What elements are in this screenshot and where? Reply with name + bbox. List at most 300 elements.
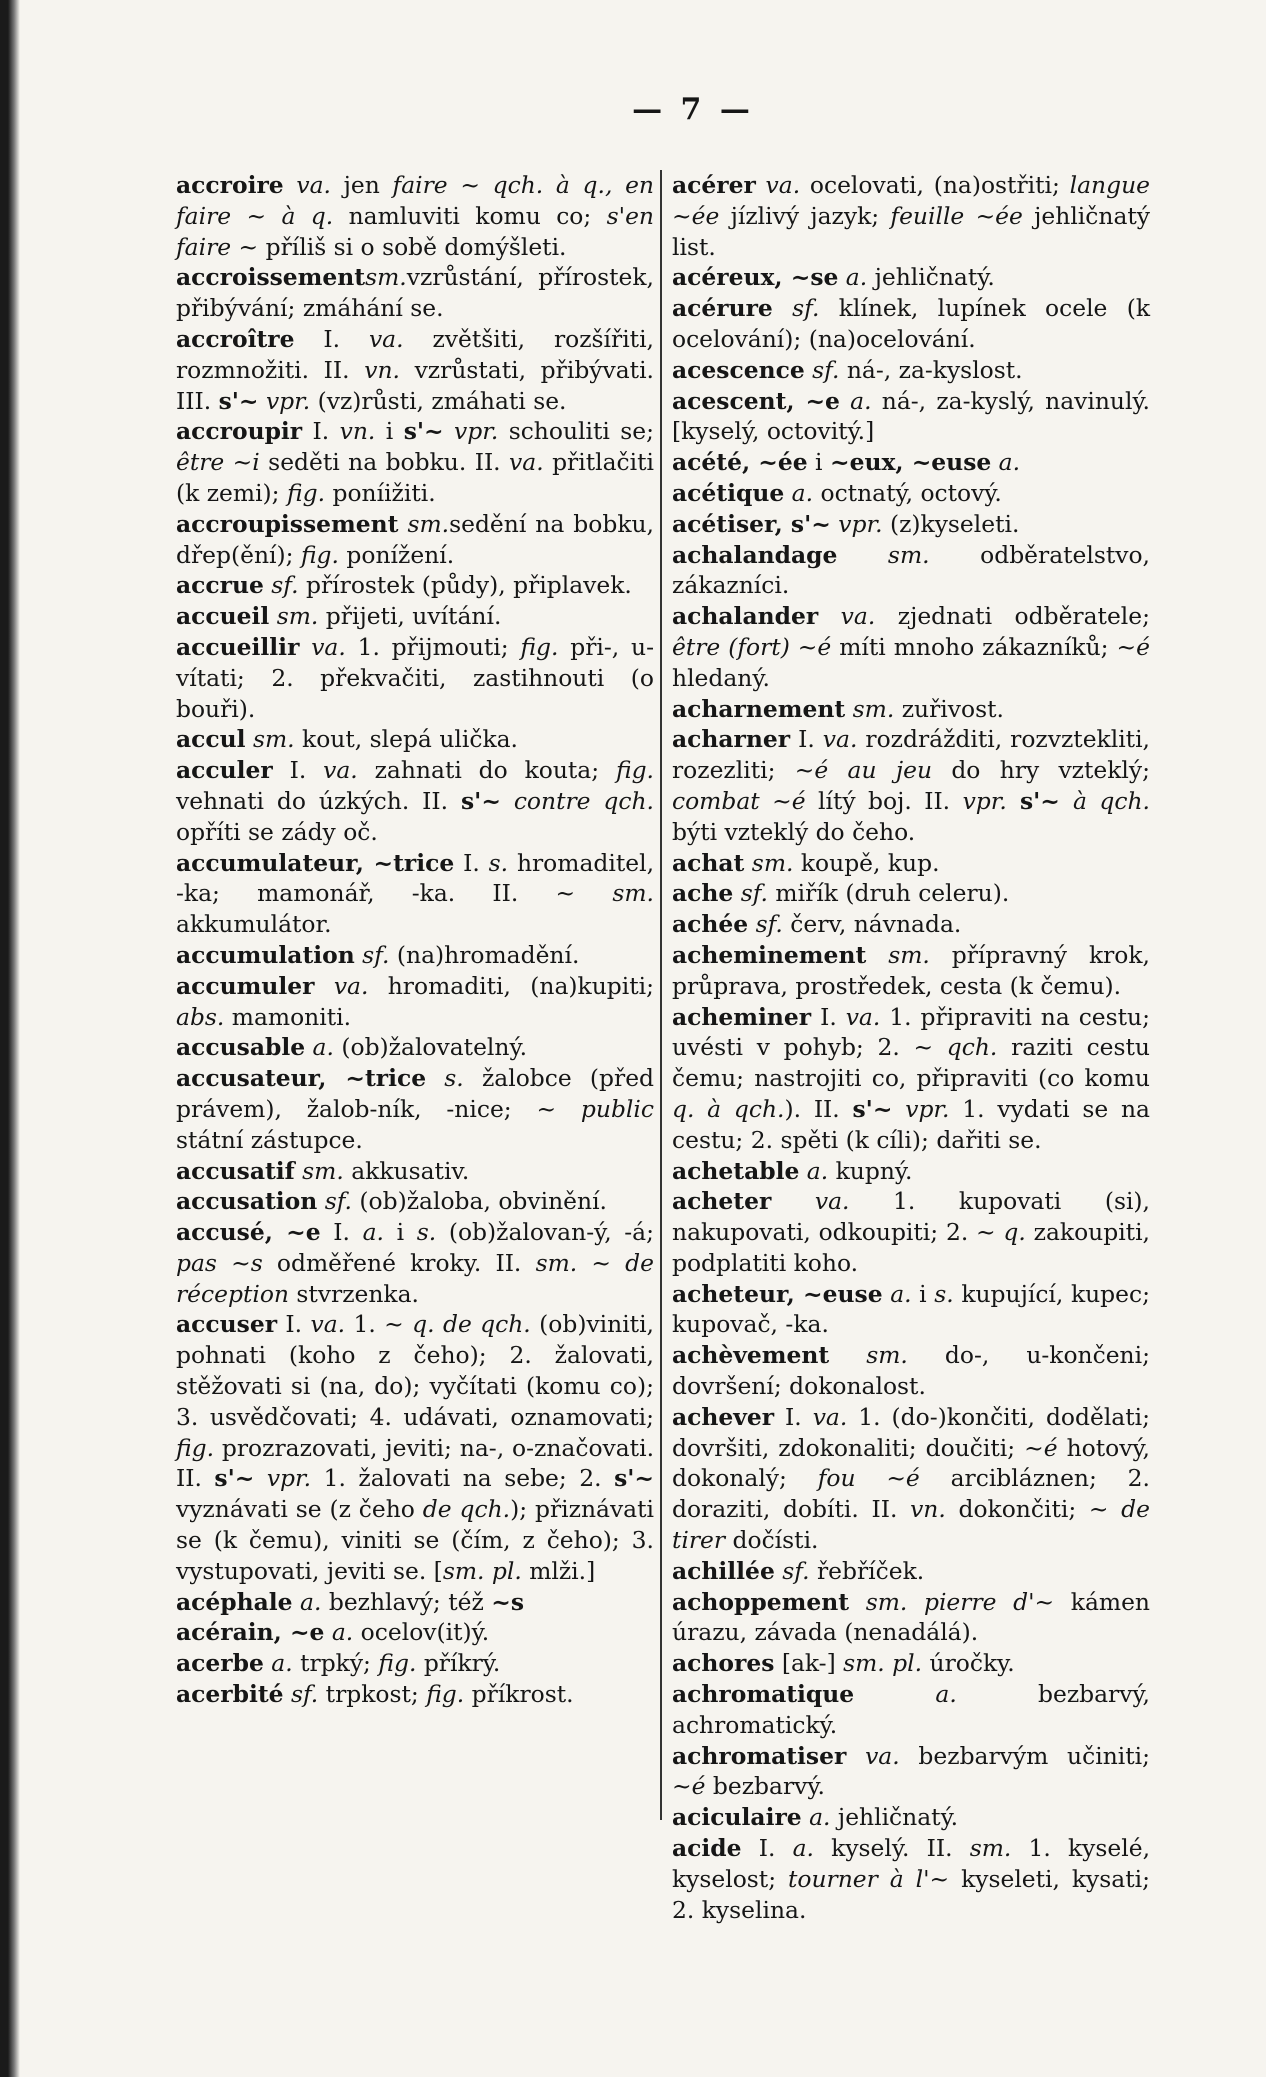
headword: ache bbox=[672, 879, 734, 908]
definition-text: 1. ~ bbox=[345, 1310, 413, 1339]
grammar-label: va. bbox=[314, 971, 369, 1000]
definition-text: i bbox=[375, 417, 404, 446]
definition-text: I. bbox=[741, 1834, 793, 1863]
grammar-label: ~ de tirer bbox=[672, 1495, 1151, 1555]
grammar-label: a. bbox=[784, 478, 814, 507]
dictionary-entry bbox=[672, 601, 1150, 693]
headword: acétique bbox=[672, 478, 785, 507]
dictionary-entry bbox=[176, 1063, 654, 1155]
grammar-label: a. bbox=[839, 386, 872, 415]
dictionary-entry bbox=[672, 1279, 1150, 1341]
definition-text: dokončiti; bbox=[945, 1495, 1089, 1524]
definition-text: míti mnoho zákazníků; bbox=[831, 632, 1117, 661]
dictionary-entry bbox=[176, 848, 654, 940]
definition-text: příkrý. bbox=[416, 1649, 501, 1678]
headword: achée bbox=[672, 910, 749, 939]
definition-text: bezbarvým učiniti; bbox=[899, 1741, 1150, 1770]
definition-text: 1. kyselé, kyselost; bbox=[672, 1834, 1151, 1893]
definition-text: odměřené kroky. II. bbox=[262, 1248, 536, 1277]
grammar-label: être ~i bbox=[176, 448, 260, 477]
grammar-label: sm. bbox=[294, 1156, 344, 1185]
dictionary-entry bbox=[672, 170, 1150, 262]
definition-text: koupě, kup. bbox=[793, 848, 940, 877]
grammar-label: va. bbox=[822, 725, 858, 754]
definition-text: namluviti komu co; bbox=[333, 201, 607, 230]
definition-text: I. bbox=[811, 1002, 846, 1031]
definition-text: I. bbox=[272, 756, 324, 785]
definition-text: zjednati odběratele; bbox=[875, 602, 1150, 631]
dictionary-entry bbox=[176, 971, 654, 1033]
definition-text: jehličnatý. bbox=[867, 263, 995, 292]
headword: acerbe bbox=[176, 1649, 264, 1678]
grammar-label: sm. bbox=[398, 509, 450, 538]
definition-text: trpkost; bbox=[318, 1680, 427, 1709]
dictionary-entry bbox=[672, 478, 1150, 509]
definition-text: (vz)růsti, zmáhati se. bbox=[310, 386, 567, 415]
definition-text: přípravný krok, průprava, prostředek, cesta (k čemu). bbox=[672, 940, 1150, 1000]
definition-text: kyseleti, kysati; 2. kyselina. bbox=[672, 1864, 1150, 1924]
dictionary-entry bbox=[176, 1032, 654, 1063]
grammar-label: va. bbox=[310, 1310, 346, 1339]
grammar-label: s. bbox=[488, 848, 509, 877]
grammar-label: vn. bbox=[910, 1495, 946, 1524]
dictionary-entry bbox=[672, 386, 1150, 448]
dictionary-entry bbox=[672, 262, 1150, 293]
dictionary-entry bbox=[176, 632, 654, 724]
headword: achores bbox=[672, 1649, 775, 1678]
definition-text: při-, u-vítati; 2. překvačiti, zastihnouti (o bouři). bbox=[176, 632, 654, 723]
grammar-label: fig. bbox=[426, 1680, 465, 1709]
grammar-label: pierre d'~ bbox=[923, 1587, 1055, 1616]
definition-text: [ak-] bbox=[774, 1649, 844, 1678]
dictionary-entry bbox=[672, 1402, 1150, 1556]
grammar-label: sf. bbox=[283, 1680, 319, 1709]
definition-text: stvrzenka. bbox=[288, 1279, 419, 1308]
dictionary-entry bbox=[176, 1186, 654, 1217]
grammar-label: de qch. bbox=[422, 1495, 511, 1524]
headword: acété, ~ée bbox=[672, 448, 808, 477]
dictionary-entry bbox=[176, 1156, 654, 1187]
dictionary-entry bbox=[672, 540, 1150, 602]
dictionary-entry bbox=[672, 1340, 1150, 1402]
headword: accusation bbox=[176, 1187, 318, 1216]
definition-text: přírostek (půdy), připlavek. bbox=[298, 571, 632, 600]
headword: achalandage bbox=[672, 540, 838, 569]
grammar-label: sm. bbox=[849, 1587, 908, 1616]
dictionary-entry bbox=[176, 324, 654, 416]
definition-text: hromaditel, -ka; mamonář, -ka. II. ~ bbox=[176, 848, 655, 908]
dictionary-entry bbox=[176, 509, 654, 571]
definition-text: zvětšiti, rozšířiti, rozmnožiti. II. bbox=[176, 324, 654, 384]
definition-text bbox=[907, 1588, 924, 1616]
definition-text: do-, u-končeni; dovršení; dokonalost. bbox=[672, 1341, 1150, 1401]
definition-text: úročky. bbox=[922, 1649, 1015, 1678]
dictionary-entry bbox=[176, 1679, 654, 1710]
dictionary-entry bbox=[672, 694, 1150, 725]
grammar-label: vn. bbox=[364, 355, 400, 384]
grammar-label: a. bbox=[882, 1279, 912, 1308]
grammar-label: à qch. bbox=[1073, 786, 1150, 815]
dictionary-entry bbox=[672, 1556, 1150, 1587]
definition-text: 1. (do-)končiti, dodělati; dovršiti, zdokonaliti; doučiti; bbox=[672, 1402, 1151, 1462]
dictionary-entry bbox=[672, 1156, 1150, 1187]
dictionary-entry bbox=[672, 1833, 1150, 1925]
grammar-label: sm. bbox=[245, 725, 295, 754]
headword: accroupissement bbox=[176, 509, 399, 538]
grammar-label: va. bbox=[283, 171, 331, 199]
grammar-label: a. bbox=[305, 1033, 334, 1062]
definition-text: ná-, za-kyslost. bbox=[839, 355, 1023, 384]
definition-text: kupující, kupec; kupovač, -ka. bbox=[672, 1279, 1150, 1339]
dictionary-entry bbox=[176, 1617, 654, 1648]
definition-text: dočísti. bbox=[725, 1526, 819, 1555]
headword: achromatique bbox=[672, 1680, 855, 1709]
grammar-label: s'en faire ~ bbox=[176, 201, 654, 261]
definition-text: žalobce (před právem), žalob-ník, -nice; bbox=[176, 1064, 655, 1123]
dictionary-entry bbox=[672, 1587, 1150, 1649]
dictionary-entry bbox=[176, 1309, 654, 1586]
headword: achèvement bbox=[672, 1341, 830, 1370]
definition-text: odběratelstvo, zákazníci. bbox=[672, 540, 1150, 600]
dictionary-entry bbox=[176, 170, 654, 262]
headword: s'~ bbox=[1006, 786, 1074, 815]
grammar-label: a. bbox=[838, 263, 868, 292]
grammar-label: fig. bbox=[520, 632, 559, 661]
definition-text: opříti se zády oč. bbox=[176, 817, 378, 846]
dictionary-entry bbox=[176, 940, 654, 971]
headword: acculer bbox=[176, 756, 273, 785]
grammar-label: sm. bbox=[969, 1834, 1012, 1863]
definition-text: I. bbox=[320, 1218, 363, 1247]
dictionary-entry bbox=[672, 1002, 1150, 1156]
column-divider bbox=[660, 170, 662, 1820]
grammar-label: combat ~é bbox=[672, 786, 806, 815]
dictionary-entry bbox=[672, 509, 1150, 540]
grammar-label: va. bbox=[323, 756, 358, 785]
grammar-label: feuille ~ée bbox=[890, 201, 1023, 230]
headword: acescence bbox=[672, 355, 805, 384]
grammar-label: vpr. bbox=[830, 509, 883, 538]
definition-text: (ob)viniti, pohnati (koho z čeho); 2. žalovati, stěžovati si (na, do); vyčítati (komu co); 3. usvědčovati; 4. udávati, oznamovati; bbox=[176, 1310, 654, 1431]
headword: acérer bbox=[672, 171, 756, 199]
headword: accroupir bbox=[176, 417, 303, 446]
headword: acheteur, ~euse bbox=[672, 1279, 883, 1308]
definition-text: ná-, za-kyslý, navinulý. [kyselý, octovitý.] bbox=[672, 386, 1150, 446]
definition-text: přijeti, uvítání. bbox=[318, 602, 502, 631]
grammar-label: ~é bbox=[1024, 1433, 1058, 1462]
definition-text: příliš si o sobě domýšleti. bbox=[258, 232, 567, 261]
definition-text: schouliti se; bbox=[498, 417, 654, 446]
grammar-label: être (fort) ~é bbox=[672, 632, 832, 661]
headword: achillée bbox=[672, 1556, 775, 1585]
headword: accroire bbox=[176, 171, 284, 199]
grammar-label: langue ~ée bbox=[672, 171, 1150, 230]
definition-text: octnatý, octový. bbox=[813, 478, 1002, 507]
definition-text: jízlivý jazyk; bbox=[719, 201, 891, 230]
grammar-label: q. à qch. bbox=[672, 1094, 785, 1123]
grammar-label: a. bbox=[362, 1218, 384, 1247]
grammar-label: va. bbox=[846, 1741, 900, 1770]
headword: acescent, ~e bbox=[672, 386, 840, 415]
left-column bbox=[176, 170, 654, 1710]
headword: accueil bbox=[176, 602, 270, 631]
definition-text: (ob)žalovatelný. bbox=[333, 1033, 528, 1062]
grammar-label: a. bbox=[292, 1587, 322, 1616]
definition-text: ). II. bbox=[784, 1094, 853, 1123]
grammar-label: pas ~s bbox=[176, 1248, 263, 1277]
headword: acheminer bbox=[672, 1002, 812, 1031]
dictionary-entry bbox=[672, 1802, 1150, 1833]
definition-text: seděti na bobku. II. bbox=[259, 448, 510, 477]
headword: accusatif bbox=[176, 1156, 295, 1185]
definition-text: mamoniti. bbox=[224, 1002, 352, 1031]
headword: accrue bbox=[176, 571, 264, 600]
headword: accusé, ~e bbox=[176, 1218, 321, 1247]
grammar-label: sm. pl. bbox=[843, 1649, 923, 1678]
headword: s'~ bbox=[218, 386, 259, 415]
grammar-label: a. bbox=[799, 1156, 829, 1185]
grammar-label: fig. bbox=[176, 1433, 215, 1462]
dictionary-entry bbox=[176, 1648, 654, 1679]
definition-text: zuřivost. bbox=[894, 694, 1004, 723]
headword: s'~ bbox=[852, 1094, 893, 1123]
definition-text: akkusativ. bbox=[343, 1156, 470, 1185]
grammar-label: a. bbox=[263, 1649, 293, 1678]
grammar-label: fig. bbox=[615, 756, 654, 785]
definition-text: kout, slepá ulička. bbox=[294, 725, 518, 754]
definition-text: i bbox=[911, 1279, 935, 1308]
page-edge-shadow bbox=[0, 0, 20, 2077]
definition-text: (ob)žaloba, obvinění. bbox=[351, 1187, 607, 1216]
definition-text: (z)kyseleti. bbox=[882, 509, 1020, 538]
headword: acéphale bbox=[176, 1587, 293, 1616]
grammar-label: sm. bbox=[365, 263, 407, 292]
grammar-label: fou ~é bbox=[817, 1464, 920, 1493]
grammar-label: ~é au jeu bbox=[794, 756, 933, 785]
grammar-label: s. bbox=[426, 1064, 464, 1093]
definition-text: 1. přijmouti; bbox=[345, 632, 521, 661]
grammar-label: a. bbox=[324, 1618, 354, 1647]
headword: acétiser, s'~ bbox=[672, 509, 831, 538]
definition-text: bezbarvý, achromatický. bbox=[672, 1680, 1150, 1739]
dictionary-entry bbox=[672, 848, 1150, 879]
definition-text: jehličnatý list. bbox=[672, 201, 1150, 261]
dictionary-entry bbox=[672, 293, 1150, 355]
dictionary-entry bbox=[672, 878, 1150, 909]
dictionary-entry bbox=[672, 1648, 1150, 1679]
definition-text: I. bbox=[454, 848, 489, 877]
dictionary-entry bbox=[672, 724, 1150, 847]
definition-text: klínek, lupínek ocele (k ocelování); (na)ocelování. bbox=[672, 294, 1151, 353]
grammar-label: sm. bbox=[837, 540, 930, 569]
definition-text: vyznávati se (z čeho bbox=[176, 1495, 423, 1524]
grammar-label: vpr. bbox=[962, 786, 1007, 815]
grammar-label: sf. bbox=[263, 571, 299, 600]
headword: achat bbox=[672, 848, 745, 877]
grammar-label: sf. bbox=[748, 910, 783, 939]
dictionary-entry bbox=[176, 416, 654, 508]
dictionary-entry bbox=[176, 755, 654, 847]
grammar-label: fig. bbox=[378, 1649, 417, 1678]
grammar-label: sm. bbox=[744, 848, 794, 877]
definition-text: zakoupiti, podplatiti koho. bbox=[672, 1218, 1150, 1277]
definition-text: 1. žalovati na sebe; 2. bbox=[311, 1464, 615, 1493]
definition-text: 1. vydati se na cestu; 2. spěti (k cíli); dařiti se. bbox=[672, 1094, 1150, 1154]
definition-text: rozdrážditi, rozvztekliti, rozezliti; bbox=[672, 725, 1150, 785]
grammar-label: vpr. bbox=[254, 1464, 312, 1493]
headword: s'~ bbox=[460, 786, 501, 815]
grammar-label: sf. bbox=[804, 355, 840, 384]
grammar-label: fig. bbox=[300, 540, 339, 569]
dictionary-entry bbox=[672, 447, 1150, 478]
grammar-label: sm. bbox=[845, 694, 895, 723]
definition-text: jehličnatý. bbox=[830, 1803, 959, 1832]
definition-text: i bbox=[807, 448, 830, 477]
headword: acheter bbox=[672, 1187, 772, 1216]
headword: acide bbox=[672, 1834, 742, 1863]
right-column bbox=[672, 170, 1150, 1925]
headword: accumulateur, ~trice bbox=[176, 848, 455, 877]
grammar-label: ~ q. bbox=[976, 1218, 1026, 1247]
headword: acharnement bbox=[672, 694, 846, 723]
definition-text: ocelov(it)ý. bbox=[353, 1618, 490, 1647]
definition-text: vzrůstati, přibývati. III. bbox=[176, 355, 654, 415]
definition-text: kyselý. II. bbox=[813, 1834, 970, 1863]
grammar-label: sm. bbox=[829, 1341, 908, 1370]
grammar-label: va. bbox=[755, 171, 801, 199]
definition-text: I. bbox=[302, 417, 340, 446]
dictionary-entry bbox=[672, 1679, 1150, 1741]
dictionary-entry bbox=[672, 355, 1150, 386]
definition-text: bezbarvý. bbox=[705, 1772, 825, 1801]
headword: ~s bbox=[491, 1587, 524, 1616]
grammar-label: sm. pl. bbox=[442, 1556, 522, 1585]
definition-text: hotový, dokonalý; bbox=[672, 1433, 1150, 1493]
grammar-label: sf. bbox=[772, 294, 820, 323]
definition-text: I. bbox=[294, 324, 369, 353]
definition-text: trpký; bbox=[292, 1649, 379, 1678]
definition-text: jen bbox=[330, 171, 393, 199]
headword: accroître bbox=[176, 324, 295, 353]
headword: achetable bbox=[672, 1156, 800, 1185]
headword: achromatiser bbox=[672, 1741, 847, 1770]
definition-text: 1. kupovati (si), nakupovati, odkoupiti; 2. bbox=[672, 1187, 1150, 1247]
headword: accueillir bbox=[176, 632, 300, 661]
headword: achalander bbox=[672, 602, 819, 631]
dictionary-entry bbox=[176, 262, 654, 324]
headword: accusable bbox=[176, 1033, 306, 1062]
grammar-label: va. bbox=[368, 324, 404, 353]
grammar-label: a. bbox=[792, 1834, 814, 1863]
definition-text: ponížení. bbox=[338, 540, 455, 569]
definition-text: I. bbox=[774, 1402, 813, 1431]
definition-text: raziti cestu čemu; nastrojiti co, připraviti (co komu bbox=[672, 1033, 1150, 1093]
headword: acharner bbox=[672, 725, 791, 754]
definition-text: státní zástupce. bbox=[176, 1125, 363, 1154]
headword: s'~ bbox=[214, 1464, 255, 1493]
grammar-label: sf. bbox=[774, 1556, 810, 1585]
headword: acérure bbox=[672, 294, 773, 323]
grammar-label: s. bbox=[934, 1279, 954, 1308]
dictionary-entry bbox=[176, 724, 654, 755]
dictionary-entry bbox=[176, 1587, 654, 1618]
grammar-label: ~ public bbox=[536, 1094, 654, 1123]
grammar-label: tourner à l'~ bbox=[788, 1864, 950, 1893]
definition-text: prozrazovati, jeviti; na-, o-značovati. II. bbox=[176, 1433, 654, 1493]
grammar-label: q. de qch. bbox=[412, 1310, 531, 1339]
definition-text: zahnati do kouta; bbox=[357, 756, 616, 785]
grammar-label: vpr. bbox=[892, 1094, 950, 1123]
definition-text: lítý boj. II. bbox=[805, 786, 963, 815]
definition-text: příkrost. bbox=[464, 1680, 574, 1709]
grammar-label: vpr. bbox=[258, 386, 311, 415]
dictionary-entry bbox=[672, 1186, 1150, 1278]
headword: achoppement bbox=[672, 1587, 850, 1616]
grammar-label: a. bbox=[801, 1803, 831, 1832]
headword: aciculaire bbox=[672, 1803, 802, 1832]
definition-text: arcibláznen; 2. doraziti, dobíti. II. bbox=[672, 1464, 1150, 1524]
definition-text: vehnati do úzkých. II. bbox=[176, 786, 461, 815]
definition-text: 1. připraviti na cestu; uvésti v pohyb; 2. ~ bbox=[672, 1002, 1151, 1062]
grammar-label: vpr. bbox=[443, 417, 499, 446]
definition-text: ); přiznávati se (k čemu), viniti se (čím, z čeho); 3. vystupovati, jeviti se. [ bbox=[176, 1495, 655, 1585]
grammar-label: va. bbox=[845, 1002, 881, 1031]
definition-text: (ob)žalovan-ý, -á; bbox=[436, 1218, 654, 1247]
grammar-label: sm. bbox=[612, 879, 654, 908]
headword: accroissement bbox=[176, 263, 366, 292]
definition-text: hledaný. bbox=[672, 663, 770, 692]
grammar-label: sf. bbox=[354, 940, 390, 969]
grammar-label: contre qch. bbox=[500, 786, 654, 815]
headword: acéreux, ~se bbox=[672, 263, 839, 292]
dictionary-entry bbox=[176, 570, 654, 601]
grammar-label: s. bbox=[416, 1218, 437, 1247]
grammar-label: va. bbox=[818, 602, 876, 631]
definition-text: (na)hromadění. bbox=[389, 940, 580, 969]
definition-text: i bbox=[384, 1218, 417, 1247]
headword: ~eux, ~euse bbox=[829, 448, 992, 477]
grammar-label: qch. bbox=[946, 1033, 998, 1062]
grammar-label: sm. ~ de réception bbox=[176, 1248, 654, 1308]
headword: accuser bbox=[176, 1310, 278, 1339]
grammar-label: sf. bbox=[733, 879, 768, 908]
definition-text: do hry vzteklý; bbox=[932, 756, 1150, 785]
definition-text: vzrůstání, přírostek, přibývání; zmáhání se. bbox=[176, 263, 654, 323]
definition-text: kupný. bbox=[828, 1156, 913, 1185]
definition-text: sedění na bobku, dřep(ění); bbox=[176, 509, 654, 569]
definition-text: býti vzteklý do čeho. bbox=[672, 817, 916, 846]
definition-text: I. bbox=[277, 1310, 311, 1339]
headword: accumuler bbox=[176, 971, 315, 1000]
dictionary-entry bbox=[672, 940, 1150, 1002]
grammar-label: va. bbox=[299, 632, 346, 661]
dictionary-entry bbox=[176, 601, 654, 632]
grammar-label: va. bbox=[509, 448, 544, 477]
grammar-label: sm. bbox=[866, 940, 930, 969]
dictionary-entry bbox=[672, 909, 1150, 940]
headword: accumulation bbox=[176, 940, 355, 969]
page-number: — 7 — bbox=[632, 92, 754, 127]
definition-text: miřík (druh celeru). bbox=[768, 879, 1010, 908]
grammar-label: sm. bbox=[269, 602, 319, 631]
headword: acerbité bbox=[176, 1680, 284, 1709]
headword: s'~ bbox=[403, 417, 444, 446]
grammar-label: faire ~ qch. à q., en faire ~ à q. bbox=[176, 171, 655, 230]
dictionary-entry bbox=[672, 1741, 1150, 1803]
dictionary-entry bbox=[176, 1217, 654, 1309]
grammar-label: ~é bbox=[672, 1772, 706, 1801]
headword: acheminement bbox=[672, 940, 867, 969]
